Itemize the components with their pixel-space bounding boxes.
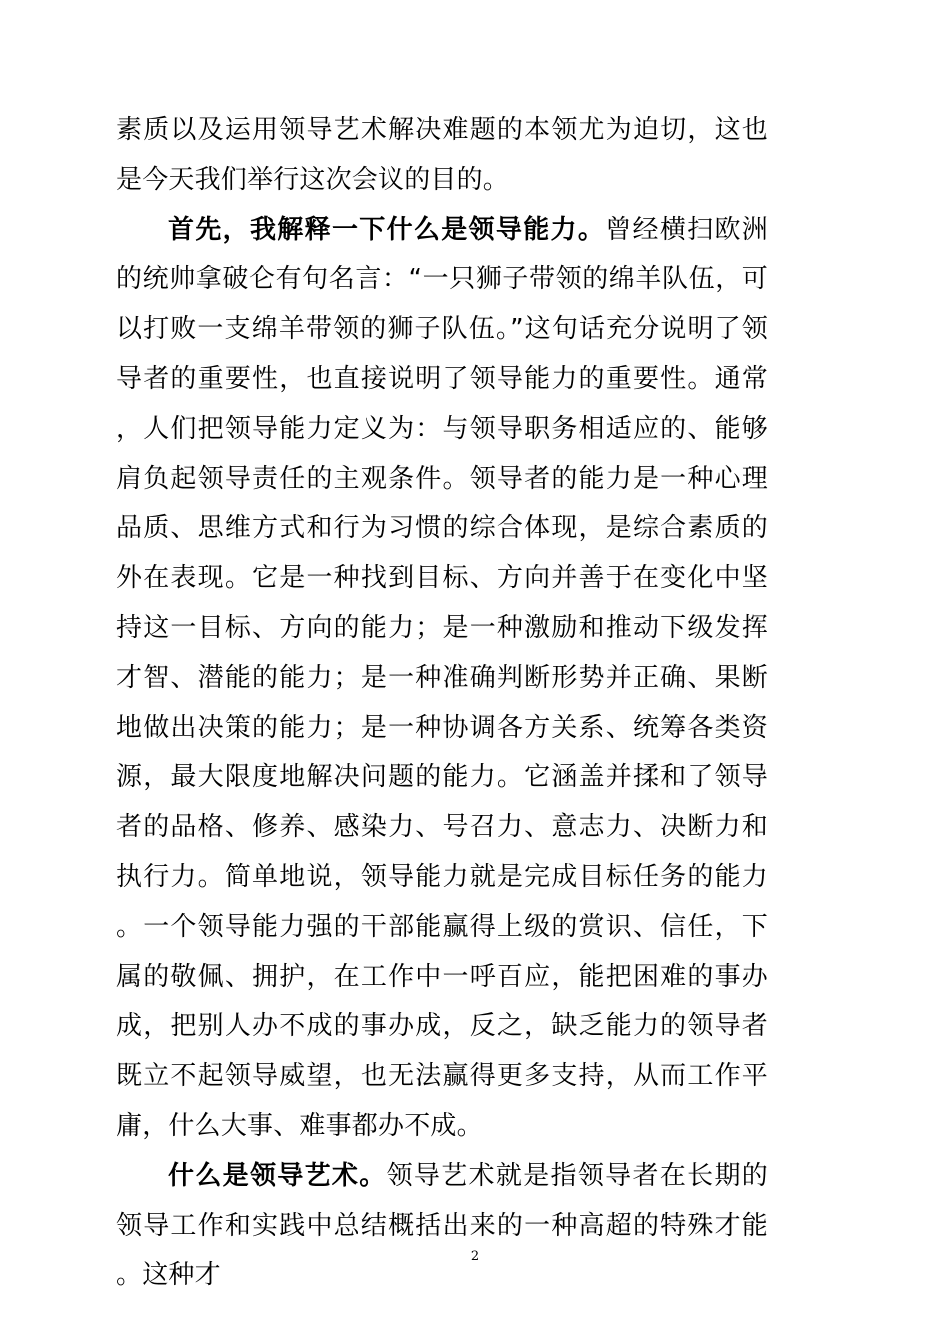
paragraph-leadership-ability [116,206,768,1152]
body-text [116,106,768,1301]
page-number: 2 [470,1249,480,1264]
paragraph-continuation [116,106,768,206]
paragraph-leadership-art [116,1152,768,1301]
paragraph-heading: 什么是领导艺术。 [168,1160,387,1191]
paragraph-text: 素质以及运用领导艺术解决难题的本领尤为迫切，这也是今天我们举行这次会议的目的。 [116,115,768,195]
paragraph-text: 领导艺术就是指领导者在长期的领导工作和实践中总结概括出来的一种高超的特殊才能。这种才 [116,1160,768,1291]
paragraph-text: 曾经横扫欧洲的统帅拿破仑有句名言：“一只狮子带领的绵羊队伍，可以打败一支绵羊带领的狮子队伍。”这句话充分说明了领导者的重要性，也直接说明了领导能力的重要性。通常，人们把领导能力定义为：与领导职务相适应的、能够肩负起领导责任的主观条件。领导者的能力是一种心理品质、思维方式和行为习惯的综合体现，是综合素质的外在表现。它是一种找到目标、方向并善于在变化中坚持这一目标、方向的能力；是一种激励和推动下级发挥才智、潜能的能力；是一种准确判断形势并正确、果断地做出决策的能力；是一种协调各方关系、统筹各类资源，最大限度地解决问题的能力。它涵盖并揉和了领导者的品格、修养、感染力、号召力、意志力、决断力和执行力。简单地说，领导能力就是完成目标任务的能力。一个领导能力强的干部能赢得上级的赏识、信任，下属的敬佩、拥护，在工作中一呼百应，能把困难的事办成，把别人办不成的事办成，反之，缺乏能力的领导者既立不起领导威望，也无法赢得更多支持，从而工作平庸，什么大事、难事都办不成。 [116,214,769,1141]
paragraph-heading: 首先，我解释一下什么是领导能力。 [168,214,606,245]
